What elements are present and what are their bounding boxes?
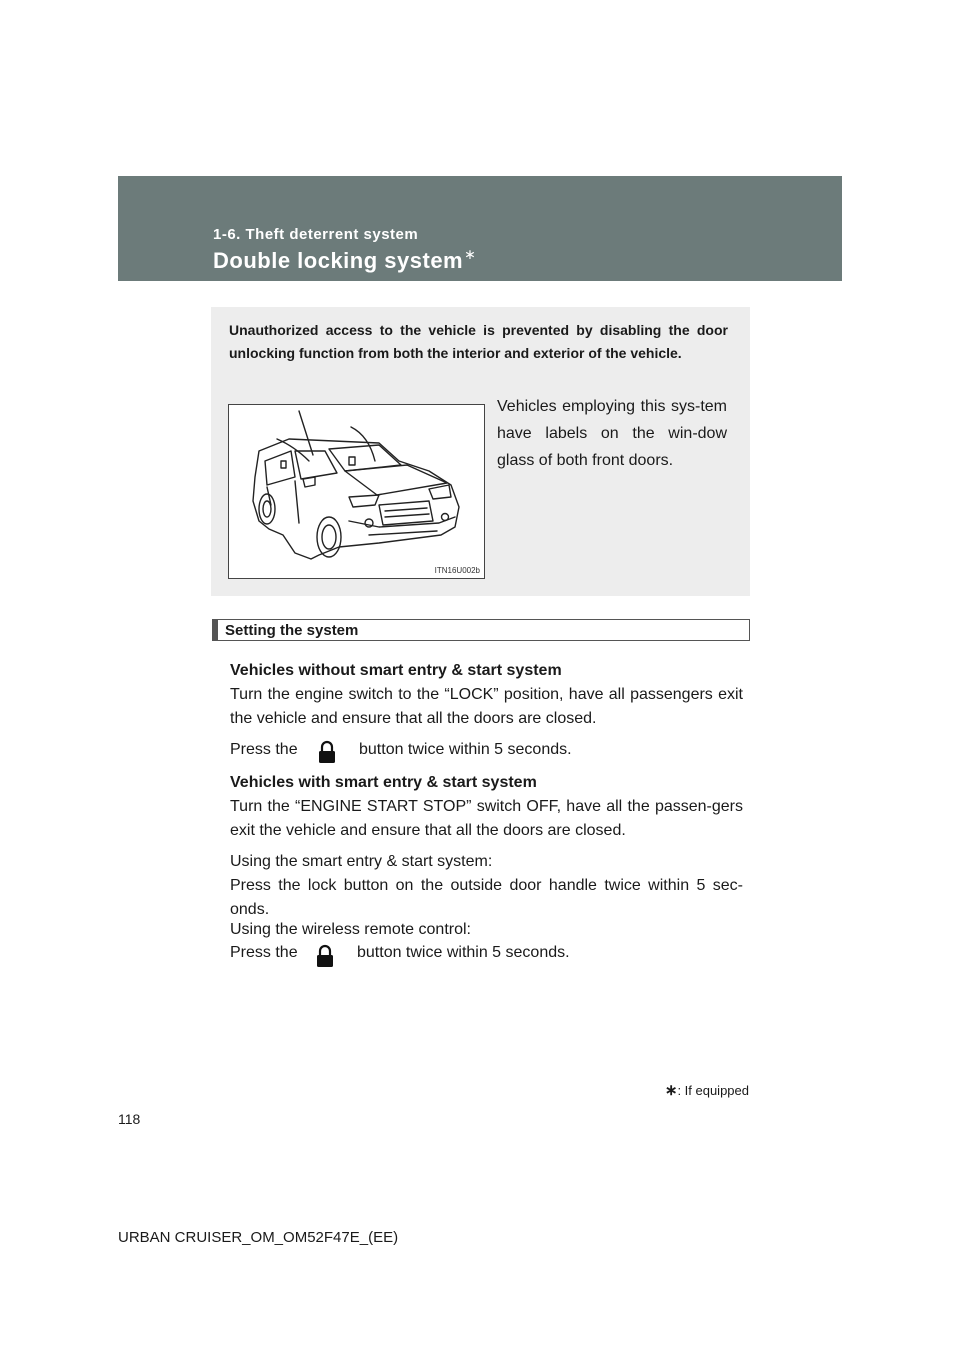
document-code: URBAN CRUISER_OM_OM52F47E_(EE) [118,1229,399,1246]
page-number: 118 [118,1111,141,1127]
button-twice-text-2: button twice within 5 seconds. [357,944,570,961]
footnote-text: : If equipped [677,1083,749,1098]
car-illustration [228,404,485,579]
footnote-marker: ∗ [664,1082,678,1099]
intro-box [211,307,750,596]
smart-entry-line: Using the smart entry & start system: [230,853,493,870]
press-the-text-2: Press the [230,944,298,961]
page-title [213,248,476,274]
button-twice-text-1: button twice within 5 seconds. [359,741,572,758]
with-smart-paragraph: Turn the “ENGINE START STOP” switch OFF, have all the passen-gers exit the vehicle and ensure that all the doors are closed. [230,798,743,839]
footnote [665,1081,749,1099]
figure-code: ITN16U002b [434,566,480,575]
remote-control-line: Using the wireless remote control: [230,921,471,938]
section-heading-box [212,619,750,641]
without-smart-heading: Vehicles without smart entry & start system [230,662,562,679]
smart-entry-instruction: Press the lock button on the outside door handle twice within 5 sec-onds. [230,877,743,918]
car-drawing [229,405,484,578]
without-smart-paragraph: Turn the engine switch to the “LOCK” position, have all passengers exit the vehicle and ensure that all the doors are closed. [230,686,743,727]
intro-side-text: Vehicles employing this sys-tem have labels on the win-dow glass of both front doors. [497,398,727,469]
lock-icon [316,740,338,764]
press-the-text-1: Press the [230,741,298,758]
page-title-text: Double locking system [213,248,464,273]
if-equipped-marker: ∗ [464,246,477,262]
lock-icon [314,944,336,968]
header-band [118,176,842,281]
section-label: 1-6. Theft deterrent system [213,226,419,243]
section-heading: Setting the system [225,622,359,639]
intro-text: Unauthorized access to the vehicle is prevented by disabling the door unlocking function from both the interior and exterior of the vehicle. [229,322,728,361]
section-heading-bar [213,620,218,640]
with-smart-heading: Vehicles with smart entry & start system [230,774,537,791]
